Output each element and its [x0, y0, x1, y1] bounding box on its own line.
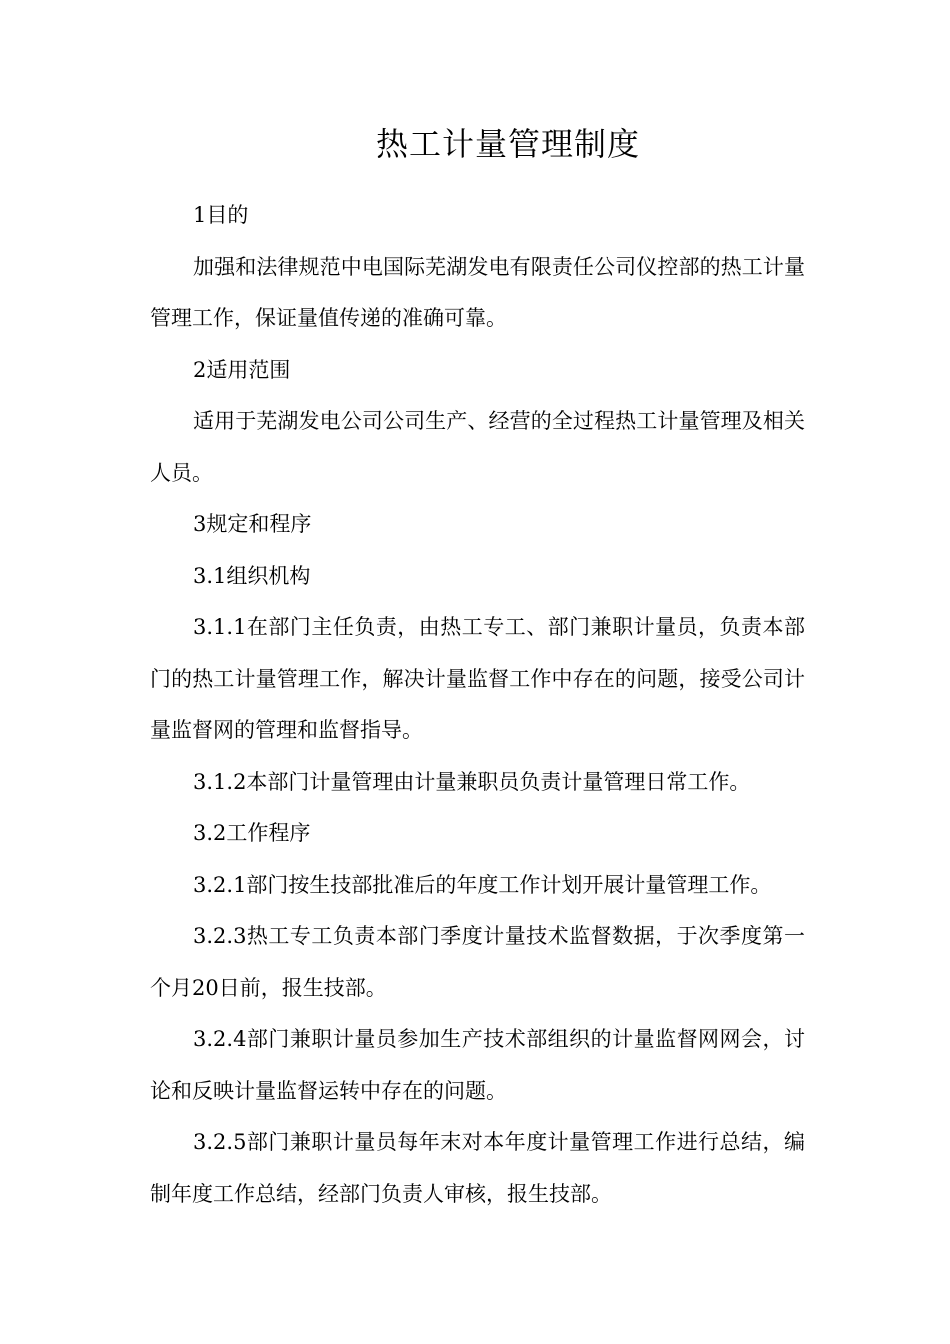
paragraph-3-2-5: 3.2.5部门兼职计量员每年末对本年度计量管理工作进行总结，编制年度工作总结，经部门负责人审核，报生技部。	[150, 1130, 805, 1206]
paragraph-3-2-1: 3.2.1部门按生技部批准后的年度工作计划开展计量管理工作。	[193, 872, 772, 897]
paragraph-3-1-2: 3.1.2本部门计量管理由计量兼职员负责计量管理日常工作。	[193, 769, 751, 794]
subsection-heading-organization: 3.1组织机构	[193, 563, 311, 588]
paragraph-3-2-3: 3.2.3热工专工负责本部门季度计量技术监督数据，于次季度第一个月20日前，报生技部。	[150, 924, 805, 1000]
paragraph-scope: 适用于芜湖发电公司公司生产、经营的全过程热工计量管理及相关人员。	[150, 409, 805, 485]
section-heading-rules: 3规定和程序	[193, 512, 312, 536]
section-heading-purpose: 1目的	[193, 203, 249, 227]
paragraph-purpose: 加强和法律规范中电国际芜湖发电有限责任公司仪控部的热工计量管理工作，保证量值传递的准确可靠。	[150, 254, 805, 330]
paragraph-3-1-1: 3.1.1在部门主任负责，由热工专工、部门兼职计量员，负责本部门的热工计量管理工作，解决计量监督工作中存在的问题，接受公司计量监督网的管理和监督指导。	[150, 615, 805, 742]
subsection-heading-procedure: 3.2工作程序	[193, 821, 311, 845]
document-body	[150, 190, 805, 1220]
document-title: 热工计量管理制度	[375, 125, 640, 163]
section-heading-scope: 2适用范围	[193, 357, 291, 382]
paragraph-3-2-4: 3.2.4部门兼职计量员参加生产技术部组织的计量监督网网会，讨论和反映计量监督运转中存在的问题。	[150, 1027, 805, 1103]
